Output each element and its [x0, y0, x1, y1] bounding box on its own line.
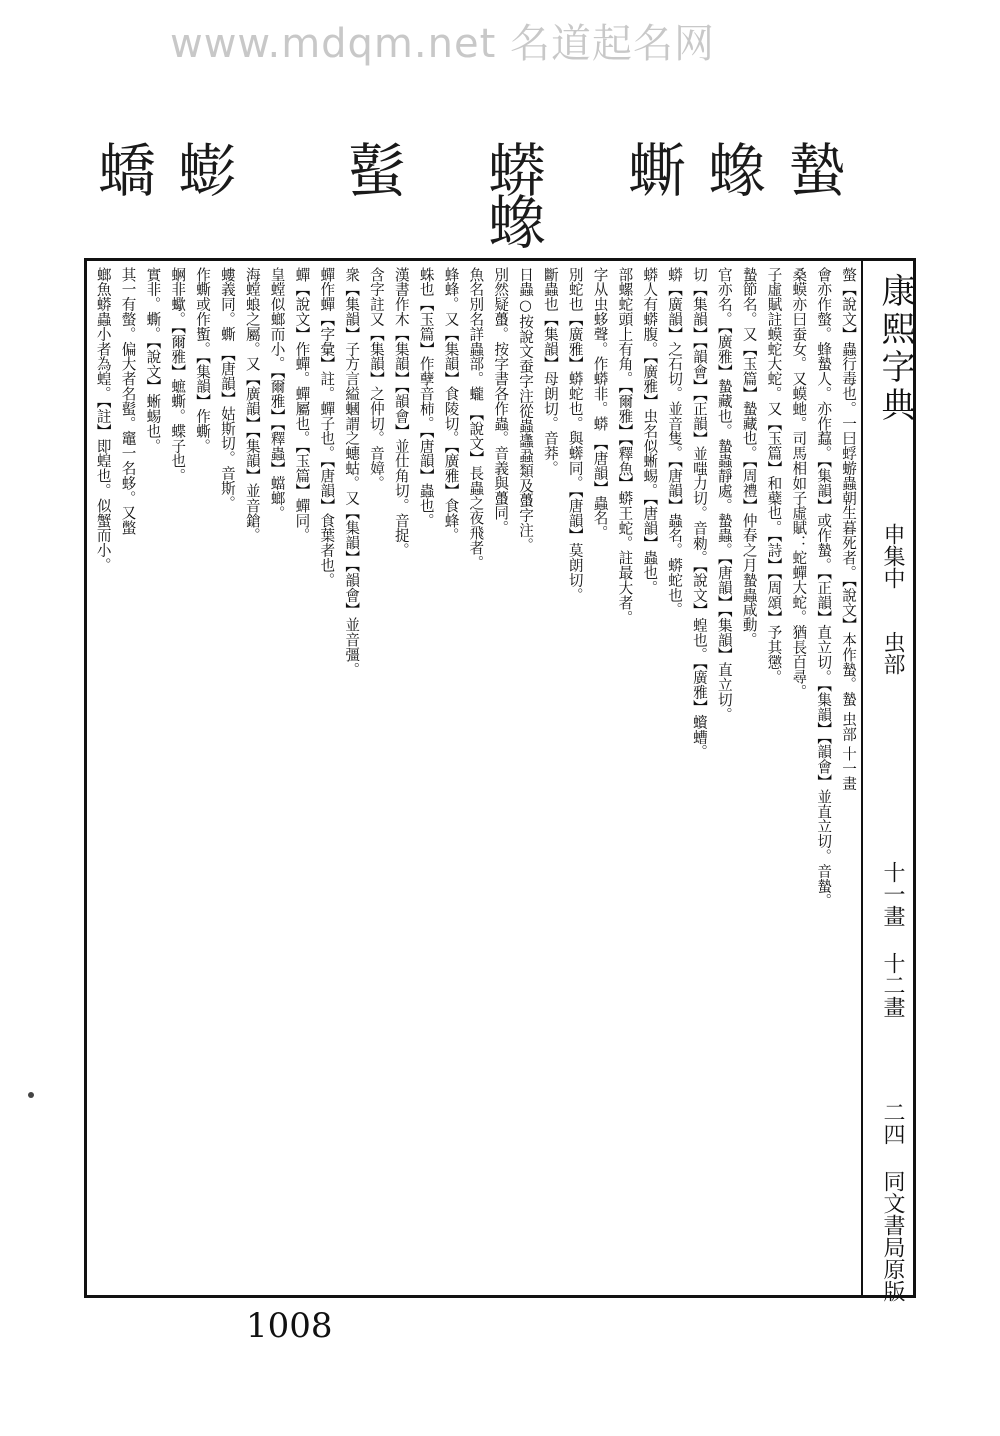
text-column: 別然疑蠆。按字書各作蟲。音義與蠆同。 — [492, 267, 510, 536]
text-column: 子虛賦註蟆蛇大蛇。又【玉篇】和蘗也。【詩】【周頌】予其懲。 — [765, 267, 783, 685]
seal-script-row — [0, 140, 1000, 260]
volume-label: 申集中 — [880, 523, 905, 589]
text-column: 魚名別名詳蟲部。蠬 【說文】長蟲之夜飛者。 — [467, 267, 485, 570]
watermark-text: www.mdqm.net 名道起名网 — [170, 21, 715, 67]
text-column: 海螳蜋之屬。又【廣韻】【集韻】並音鎗。 — [243, 267, 261, 543]
text-column: 蟒【廣韻】之石切。並音隻。【唐韻】蟲名。蟒蛇也。 — [666, 267, 684, 618]
seal-char: 蟓 — [698, 140, 766, 192]
book-title: 康熙字典 — [875, 273, 915, 425]
text-column: 斷蟲也【集韻】母朗切。音莽。 — [541, 267, 559, 476]
text-column: 蟒人有蟒腹。【廣雅】虫名似蜥蜴。【唐韻】蟲也。 — [641, 267, 659, 596]
running-header — [861, 261, 915, 1302]
page-number: 1008 — [246, 1306, 333, 1346]
text-column: 其一有螫。偏大者名蟚。竈一名蛥。又蟞 — [119, 267, 137, 536]
text-column: 螻義同。蟖 【唐韻】姑斯切。音斯。 — [218, 267, 236, 511]
text-column: 蟄節名。又【玉篇】蟄藏也。【周禮】仲春之月蟄蟲咸動。 — [740, 267, 758, 648]
text-column: 蛛也【玉篇】作孽音柿。【唐韻】蟲也。 — [417, 267, 435, 528]
seal-char: 蟒蟓 — [478, 140, 546, 244]
text-column: 會亦作螫。蜂蟄人。亦作蠚。【集韻】或作蟄。【正韻】直立切。【集韻】【韻會】並直立切。音蟄。 — [815, 267, 833, 909]
text-column: 字从虫蛥聲。作蟒非。蟒 【唐韻】蟲名。 — [591, 267, 609, 541]
edition-label: 二四 同文書局原版 — [880, 1101, 905, 1302]
text-column: 桑蟆亦曰蚕女。又蟆虵。司馬相如子虛賦：蛇蟬大蛇。猶長百尋。 — [790, 267, 808, 700]
text-column: 皇螳似螂而小。【爾雅】【釋蟲】蟷螂。 — [268, 267, 286, 521]
stroke-count-label: 十一畫 十二畫 — [880, 861, 905, 1018]
speck-mark — [28, 1092, 34, 1098]
text-column: 螂魚蟒蟲小者為蝗。【註】即蝗也。似蟹而小。 — [94, 267, 112, 573]
dictionary-body — [93, 267, 859, 1289]
seal-char: 蟛 — [168, 140, 236, 192]
text-column: 蟬作蟬【字彙】註。蟬子也。【唐韻】食葉者也。 — [318, 267, 336, 588]
radical-label: 虫部 — [880, 631, 905, 675]
text-column: 蜂蜂。又【集韻】食陵切。【廣雅】食蜂。 — [442, 267, 460, 543]
text-column: 切【集韻】【韻會】【正韻】並嗤力切。音勑。【說文】蝗也。【廣雅】蠀螬。 — [690, 267, 708, 760]
text-column: 別蛇也【廣雅】蟒蛇也。與蠎同。【唐韻】莫朗切。 — [566, 267, 584, 603]
seal-char: 蟄 — [778, 140, 846, 192]
text-column: 蟬【說文】作蟬。蟬屬也。【玉篇】蟬同。 — [293, 267, 311, 543]
seal-char: 蟜 — [88, 140, 156, 192]
text-column: 螫【說文】蟲行毒也。一曰蜉蝣蟲朝生暮死者。【說文】本作蟄。蟄 虫部 十一畫 — [840, 267, 857, 792]
seal-char: 蟖 — [618, 140, 686, 192]
text-column: 漢書作木【集韻】【韻會】並仕角切。音捉。 — [392, 267, 410, 558]
text-column: 官亦名。【廣雅】蟄藏也。蟄蟲靜處。蟄蟲。【唐韻】【集韻】直立切。 — [715, 267, 733, 722]
text-column: 含字註又【集韻】之仲切。音嫜。 — [367, 267, 385, 491]
page-frame — [84, 258, 916, 1302]
text-column: 日蟲○按說文蚕字注從蟲蠭蝨類及蠆字注。 — [517, 267, 535, 553]
seal-char: 蟚 — [338, 140, 406, 192]
text-column: 實非。蟖。【說文】蜥蜴也。 — [144, 267, 162, 454]
text-column: 衆【集韻】子方言縊蟈謂之蟪蛄。又【集韻】【韻會】並音彊。 — [343, 267, 361, 677]
text-column: 蛧非蠍。【爾雅】蟅蟖。蝶子也。 — [169, 267, 187, 484]
text-column: 作蟖或作蟴。【集韻】作蟖。 — [194, 267, 212, 454]
text-column: 部螺蛇頭上有角。【爾雅】【釋魚】蟒王蛇。註最大者。 — [616, 267, 634, 625]
